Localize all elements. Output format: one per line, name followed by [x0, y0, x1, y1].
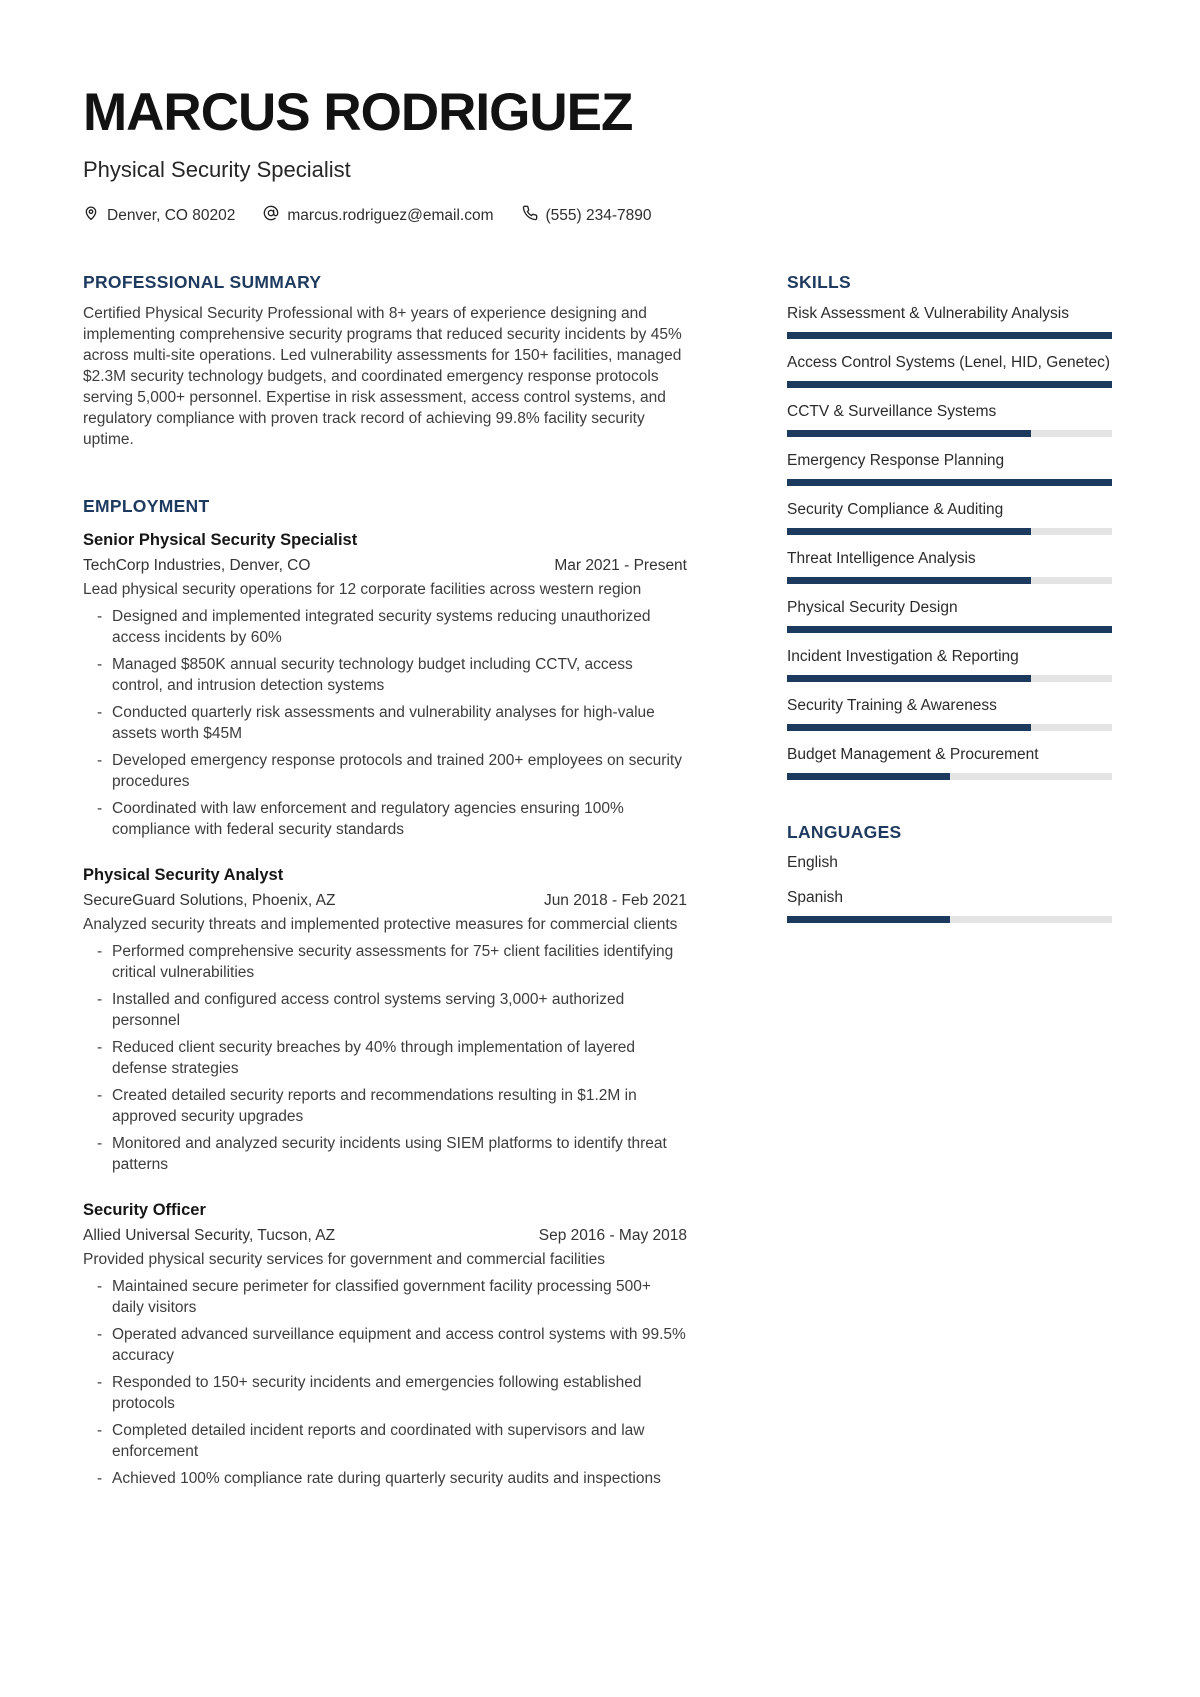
skill-label: Spanish [787, 889, 844, 906]
skill-item [787, 401, 1112, 437]
job-bullets [83, 941, 687, 1175]
job-bullets [83, 606, 687, 840]
bullet-item: - Managed $850K annual security technology budget including CCTV, access control, and intrusion detection systems [83, 654, 687, 696]
skill-bar-fill [787, 479, 1112, 486]
job-meta [83, 555, 687, 576]
skill-label: Access Control Systems (Lenel, HID, Genetec) [787, 354, 1111, 371]
languages-section [787, 822, 1112, 923]
skill-bar-track [787, 528, 1112, 535]
skill-bar-track [787, 724, 1112, 731]
skills-heading: SKILLS [787, 272, 852, 292]
skill-label: Security Compliance & Auditing [787, 501, 1004, 518]
phone-icon [522, 205, 538, 221]
job-bullets [83, 1276, 687, 1489]
skill-label: Security Training & Awareness [787, 697, 997, 714]
job-entry [83, 1199, 687, 1489]
job-entry [83, 864, 687, 1175]
bullet-item: - Reduced client security breaches by 40% through implementation of layered defense strategies [83, 1037, 687, 1079]
contact-text: (555) 234-7890 [545, 206, 652, 224]
job-description: Analyzed security threats and implemented protective measures for commercial clients [83, 916, 678, 933]
summary-heading: PROFESSIONAL SUMMARY [83, 272, 322, 292]
contact-item [83, 205, 235, 226]
job-dates: Sep 2016 - May 2018 [538, 1227, 687, 1244]
contact-text: marcus.rodriguez@email.com [287, 206, 494, 224]
phone-icon [522, 205, 538, 226]
job-title: Physical Security Analyst [83, 866, 284, 884]
skill-bar-fill [787, 724, 1031, 731]
bullet-item: - Installed and configured access control systems serving 3,000+ authorized personnel [83, 989, 687, 1031]
skill-bar-track [787, 381, 1112, 388]
bullet-item: - Responded to 150+ security incidents and emergencies following established protocols [83, 1372, 687, 1414]
languages-list [787, 852, 1112, 923]
skill-label: English [787, 854, 838, 871]
bullet-item: - Operated advanced surveillance equipment and access control systems with 99.5% accuracy [83, 1324, 687, 1366]
skill-bar-fill [787, 332, 1112, 339]
skill-label: CCTV & Surveillance Systems [787, 403, 997, 420]
languages-heading: LANGUAGES [787, 822, 902, 842]
bullet-item: - Maintained secure perimeter for classified government facility processing 500+ daily visitors [83, 1276, 687, 1318]
content-columns [83, 272, 1112, 1489]
skill-label: Threat Intelligence Analysis [787, 550, 976, 567]
skill-label: Physical Security Design [787, 599, 958, 616]
skill-label: Budget Management & Procurement [787, 746, 1039, 763]
job-company: TechCorp Industries, Denver, CO [83, 557, 311, 574]
employment-heading: EMPLOYMENT [83, 496, 210, 516]
skill-bar-fill [787, 675, 1031, 682]
job-title: Security Officer [83, 1201, 206, 1219]
job-dates: Mar 2021 - Present [554, 557, 687, 574]
contact-text: Denver, CO 80202 [107, 206, 236, 224]
resume-header [83, 83, 1112, 226]
sidebar-column [787, 272, 1112, 1489]
skill-item [787, 450, 1112, 486]
skill-item [787, 352, 1112, 388]
skill-bar-fill [787, 626, 1112, 633]
skill-bar-fill [787, 430, 1031, 437]
location-pin-icon [83, 205, 99, 226]
skill-item [787, 646, 1112, 682]
candidate-name: MARCUS RODRIGUEZ [83, 83, 633, 142]
skill-bar-track [787, 430, 1112, 437]
skill-item [787, 303, 1112, 339]
job-description: Provided physical security services for government and commercial facilities [83, 1251, 606, 1268]
skill-bar-fill [787, 916, 950, 923]
contact-item [263, 205, 493, 226]
location-pin-icon [83, 205, 99, 221]
main-column [83, 272, 687, 1489]
bullet-item: - Monitored and analyzed security incidents using SIEM platforms to identify threat patterns [83, 1133, 687, 1175]
bullet-item: - Created detailed security reports and recommendations resulting in $1.2M in approved security upgrades [83, 1085, 687, 1127]
summary-text: Certified Physical Security Professional with 8+ years of experience designing and implementing comprehensive security programs that reduced security incidents by 45% across multi-site operations. Led vulnerability assessments for 150+ facilities, managed $2.3M security technology budgets, and coordinated emergency response protocols serving 5,000+ personnel. Expertise in risk assessment, access control systems, and regulatory compliance with proven track record of achieving 99.8% facility security uptime. [83, 305, 682, 448]
employment-section [83, 496, 687, 1489]
skill-item [787, 887, 1112, 923]
bullet-item: - Designed and implemented integrated security systems reducing unauthorized access incidents by 60% [83, 606, 687, 648]
skill-bar-fill [787, 528, 1031, 535]
skill-bar-track [787, 626, 1112, 633]
skill-label: Incident Investigation & Reporting [787, 648, 1019, 665]
skill-item [787, 499, 1112, 535]
skill-bar-fill [787, 577, 1031, 584]
job-title: Senior Physical Security Specialist [83, 531, 358, 549]
job-meta [83, 890, 687, 911]
job-description: Lead physical security operations for 12 corporate facilities across western region [83, 581, 642, 598]
skill-item [787, 695, 1112, 731]
job-entry [83, 529, 687, 840]
skill-bar-track [787, 332, 1112, 339]
job-meta [83, 1225, 687, 1246]
jobs-list [83, 529, 687, 1489]
job-dates: Jun 2018 - Feb 2021 [543, 892, 687, 909]
bullet-item: - Developed emergency response protocols and trained 200+ employees on security procedures [83, 750, 687, 792]
bullet-item: - Achieved 100% compliance rate during quarterly security audits and inspections [83, 1468, 687, 1489]
contact-row [83, 205, 1112, 226]
skill-bar-track [787, 675, 1112, 682]
skill-bar-track [787, 916, 1112, 923]
bullet-item: - Conducted quarterly risk assessments and vulnerability analyses for high-value assets worth $45M [83, 702, 687, 744]
contact-item [522, 205, 652, 226]
skill-item [787, 852, 1112, 873]
summary-section [83, 272, 687, 450]
skill-label: Emergency Response Planning [787, 452, 1005, 469]
skill-item [787, 548, 1112, 584]
skills-list [787, 303, 1112, 780]
candidate-title: Physical Security Specialist [83, 157, 351, 182]
job-company: SecureGuard Solutions, Phoenix, AZ [83, 892, 336, 909]
skill-bar-fill [787, 773, 950, 780]
job-company: Allied Universal Security, Tucson, AZ [83, 1227, 336, 1244]
bullet-item: - Coordinated with law enforcement and regulatory agencies ensuring 100% compliance with federal security standards [83, 798, 687, 840]
skill-label: Risk Assessment & Vulnerability Analysis [787, 305, 1069, 322]
bullet-item: - Performed comprehensive security assessments for 75+ client facilities identifying critical vulnerabilities [83, 941, 687, 983]
skill-item [787, 597, 1112, 633]
skill-bar-fill [787, 381, 1112, 388]
skill-item [787, 744, 1112, 780]
at-sign-icon [263, 205, 279, 221]
skill-bar-track [787, 577, 1112, 584]
skill-bar-track [787, 773, 1112, 780]
at-sign-icon [263, 205, 279, 226]
bullet-item: - Completed detailed incident reports and coordinated with supervisors and law enforcement [83, 1420, 687, 1462]
skill-bar-track [787, 479, 1112, 486]
